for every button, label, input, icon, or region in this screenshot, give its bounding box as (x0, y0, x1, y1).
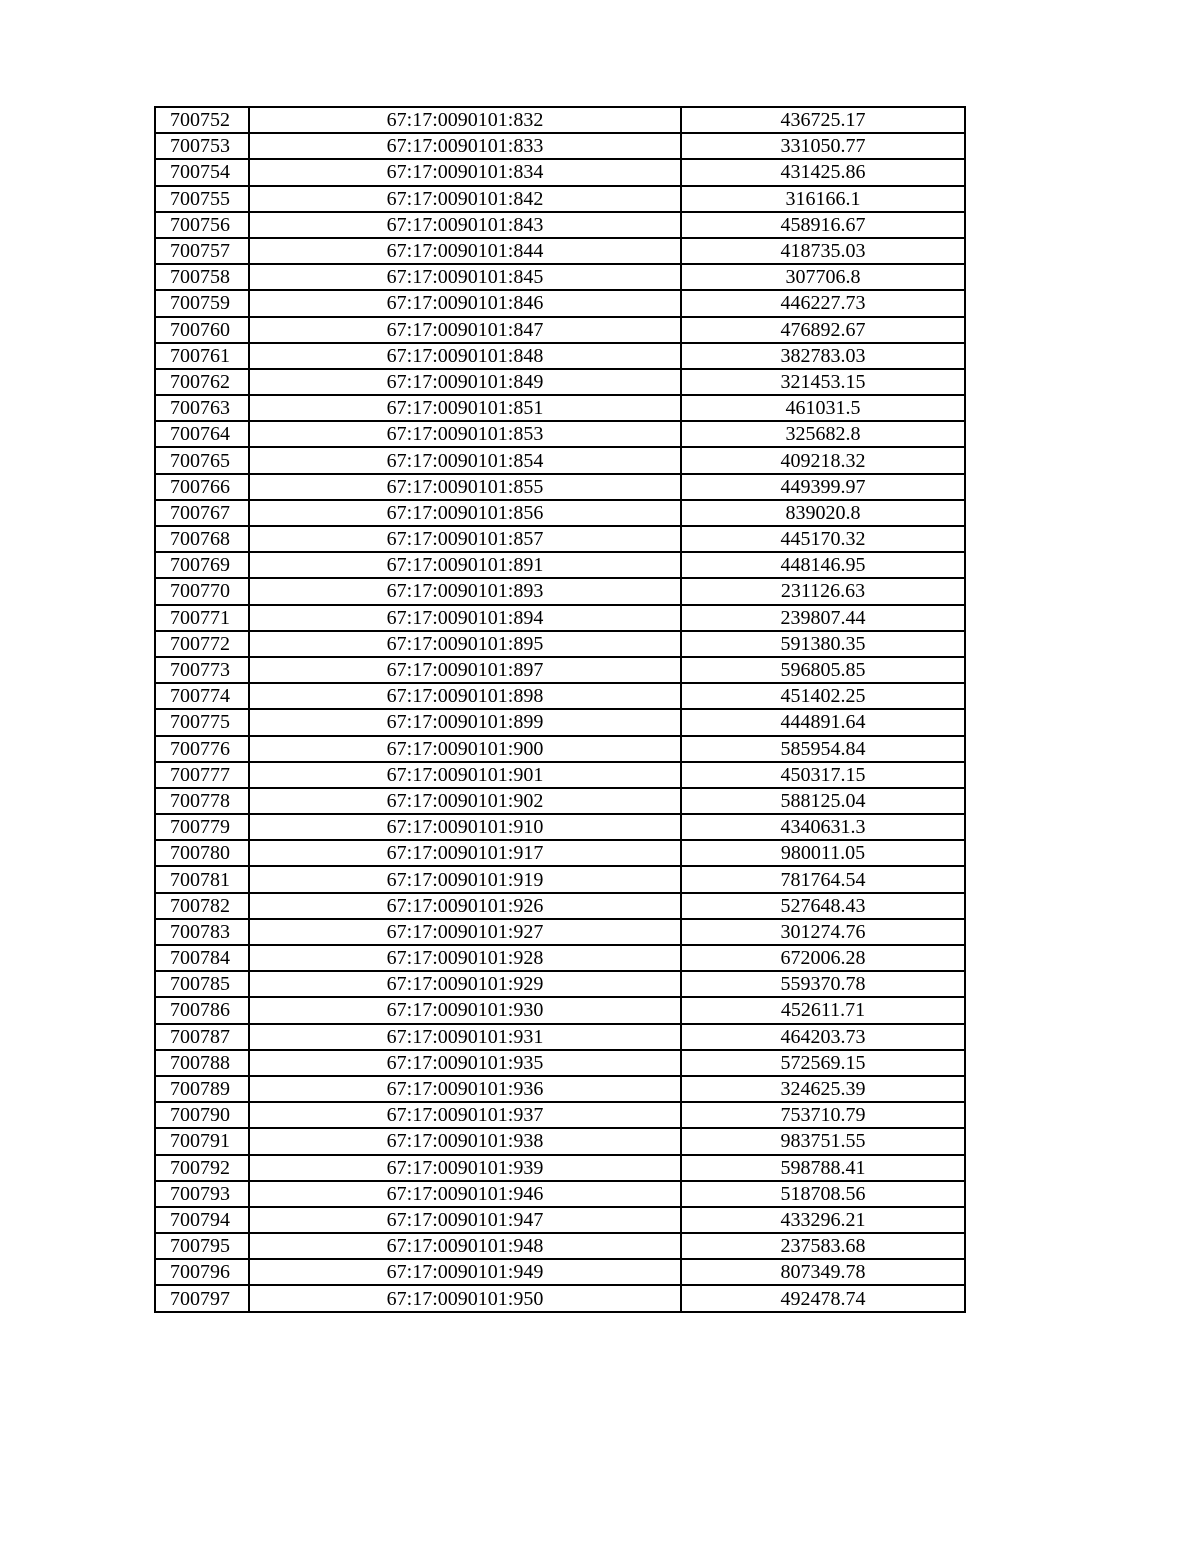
data-table (154, 106, 966, 1313)
cadastral-number-cell: 67:17:0090101:949 (249, 1259, 681, 1285)
cadastral-number-cell: 67:17:0090101:910 (249, 814, 681, 840)
cadastral-number-cell: 67:17:0090101:849 (249, 369, 681, 395)
row-id-cell: 700767 (155, 500, 249, 526)
value-cell: 239807.44 (681, 605, 965, 631)
table-row (155, 1102, 965, 1128)
cadastral-number-cell: 67:17:0090101:895 (249, 631, 681, 657)
cadastral-number-cell: 67:17:0090101:939 (249, 1155, 681, 1181)
table-row (155, 290, 965, 316)
value-cell: 980011.05 (681, 840, 965, 866)
cadastral-number-cell: 67:17:0090101:929 (249, 971, 681, 997)
table-row (155, 840, 965, 866)
row-id-cell: 700796 (155, 1259, 249, 1285)
cadastral-number-cell: 67:17:0090101:851 (249, 395, 681, 421)
cadastral-number-cell: 67:17:0090101:937 (249, 1102, 681, 1128)
table-row (155, 107, 965, 133)
value-cell: 324625.39 (681, 1076, 965, 1102)
value-cell: 418735.03 (681, 238, 965, 264)
cadastral-number-cell: 67:17:0090101:899 (249, 709, 681, 735)
table-row (155, 1233, 965, 1259)
row-id-cell: 700775 (155, 709, 249, 735)
cadastral-number-cell: 67:17:0090101:931 (249, 1024, 681, 1050)
cadastral-number-cell: 67:17:0090101:919 (249, 866, 681, 892)
row-id-cell: 700757 (155, 238, 249, 264)
table-row (155, 605, 965, 631)
table-row (155, 212, 965, 238)
cadastral-number-cell: 67:17:0090101:842 (249, 186, 681, 212)
cadastral-number-cell: 67:17:0090101:893 (249, 578, 681, 604)
cadastral-number-cell: 67:17:0090101:927 (249, 919, 681, 945)
value-cell: 591380.35 (681, 631, 965, 657)
cadastral-number-cell: 67:17:0090101:930 (249, 997, 681, 1023)
row-id-cell: 700766 (155, 474, 249, 500)
value-cell: 301274.76 (681, 919, 965, 945)
cadastral-number-cell: 67:17:0090101:917 (249, 840, 681, 866)
value-cell: 331050.77 (681, 133, 965, 159)
cadastral-number-cell: 67:17:0090101:936 (249, 1076, 681, 1102)
cadastral-number-cell: 67:17:0090101:855 (249, 474, 681, 500)
value-cell: 451402.25 (681, 683, 965, 709)
table-row (155, 500, 965, 526)
table-row (155, 159, 965, 185)
value-cell: 237583.68 (681, 1233, 965, 1259)
row-id-cell: 700769 (155, 552, 249, 578)
value-cell: 598788.41 (681, 1155, 965, 1181)
table-row (155, 866, 965, 892)
table-row (155, 631, 965, 657)
cadastral-number-cell: 67:17:0090101:856 (249, 500, 681, 526)
row-id-cell: 700782 (155, 893, 249, 919)
value-cell: 461031.5 (681, 395, 965, 421)
row-id-cell: 700779 (155, 814, 249, 840)
row-id-cell: 700791 (155, 1128, 249, 1154)
cadastral-number-cell: 67:17:0090101:833 (249, 133, 681, 159)
table-row (155, 264, 965, 290)
cadastral-number-cell: 67:17:0090101:938 (249, 1128, 681, 1154)
value-cell: 431425.86 (681, 159, 965, 185)
cadastral-number-cell: 67:17:0090101:898 (249, 683, 681, 709)
cadastral-number-cell: 67:17:0090101:834 (249, 159, 681, 185)
row-id-cell: 700773 (155, 657, 249, 683)
value-cell: 585954.84 (681, 736, 965, 762)
cadastral-number-cell: 67:17:0090101:832 (249, 107, 681, 133)
row-id-cell: 700781 (155, 866, 249, 892)
value-cell: 450317.15 (681, 762, 965, 788)
cadastral-number-cell: 67:17:0090101:900 (249, 736, 681, 762)
row-id-cell: 700764 (155, 421, 249, 447)
row-id-cell: 700793 (155, 1181, 249, 1207)
cadastral-number-cell: 67:17:0090101:847 (249, 317, 681, 343)
row-id-cell: 700776 (155, 736, 249, 762)
row-id-cell: 700760 (155, 317, 249, 343)
table-row (155, 683, 965, 709)
table-row (155, 421, 965, 447)
value-cell: 445170.32 (681, 526, 965, 552)
row-id-cell: 700762 (155, 369, 249, 395)
cadastral-number-cell: 67:17:0090101:948 (249, 1233, 681, 1259)
value-cell: 316166.1 (681, 186, 965, 212)
value-cell: 449399.97 (681, 474, 965, 500)
table-row (155, 709, 965, 735)
table-row (155, 788, 965, 814)
value-cell: 753710.79 (681, 1102, 965, 1128)
table-row (155, 1155, 965, 1181)
row-id-cell: 700778 (155, 788, 249, 814)
row-id-cell: 700752 (155, 107, 249, 133)
table-row (155, 919, 965, 945)
table-row (155, 133, 965, 159)
row-id-cell: 700753 (155, 133, 249, 159)
table-row (155, 1207, 965, 1233)
table-row (155, 997, 965, 1023)
value-cell: 518708.56 (681, 1181, 965, 1207)
row-id-cell: 700784 (155, 945, 249, 971)
row-id-cell: 700754 (155, 159, 249, 185)
row-id-cell: 700780 (155, 840, 249, 866)
row-id-cell: 700772 (155, 631, 249, 657)
table-row (155, 578, 965, 604)
row-id-cell: 700788 (155, 1050, 249, 1076)
table-row (155, 526, 965, 552)
table-row (155, 1050, 965, 1076)
cadastral-number-cell: 67:17:0090101:844 (249, 238, 681, 264)
table-row (155, 343, 965, 369)
cadastral-number-cell: 67:17:0090101:894 (249, 605, 681, 631)
table-row (155, 317, 965, 343)
table-row (155, 1076, 965, 1102)
table-row (155, 395, 965, 421)
row-id-cell: 700768 (155, 526, 249, 552)
table-row (155, 369, 965, 395)
row-id-cell: 700763 (155, 395, 249, 421)
table-row (155, 552, 965, 578)
cadastral-number-cell: 67:17:0090101:853 (249, 421, 681, 447)
row-id-cell: 700783 (155, 919, 249, 945)
cadastral-number-cell: 67:17:0090101:897 (249, 657, 681, 683)
cadastral-number-cell: 67:17:0090101:854 (249, 447, 681, 473)
value-cell: 527648.43 (681, 893, 965, 919)
cadastral-number-cell: 67:17:0090101:902 (249, 788, 681, 814)
cadastral-number-cell: 67:17:0090101:857 (249, 526, 681, 552)
value-cell: 409218.32 (681, 447, 965, 473)
value-cell: 436725.17 (681, 107, 965, 133)
row-id-cell: 700794 (155, 1207, 249, 1233)
row-id-cell: 700759 (155, 290, 249, 316)
row-id-cell: 700765 (155, 447, 249, 473)
value-cell: 596805.85 (681, 657, 965, 683)
table-row (155, 657, 965, 683)
value-cell: 559370.78 (681, 971, 965, 997)
table-row (155, 186, 965, 212)
cadastral-number-cell: 67:17:0090101:935 (249, 1050, 681, 1076)
cadastral-number-cell: 67:17:0090101:848 (249, 343, 681, 369)
value-cell: 231126.63 (681, 578, 965, 604)
value-cell: 588125.04 (681, 788, 965, 814)
table-row (155, 814, 965, 840)
row-id-cell: 700790 (155, 1102, 249, 1128)
cadastral-number-cell: 67:17:0090101:950 (249, 1285, 681, 1311)
table-row (155, 1128, 965, 1154)
row-id-cell: 700787 (155, 1024, 249, 1050)
row-id-cell: 700785 (155, 971, 249, 997)
cadastral-number-cell: 67:17:0090101:946 (249, 1181, 681, 1207)
table-row (155, 1285, 965, 1311)
table-row (155, 447, 965, 473)
value-cell: 672006.28 (681, 945, 965, 971)
value-cell: 839020.8 (681, 500, 965, 526)
value-cell: 448146.95 (681, 552, 965, 578)
table-row (155, 762, 965, 788)
value-cell: 446227.73 (681, 290, 965, 316)
table-body (155, 107, 965, 1312)
value-cell: 572569.15 (681, 1050, 965, 1076)
row-id-cell: 700789 (155, 1076, 249, 1102)
value-cell: 983751.55 (681, 1128, 965, 1154)
value-cell: 476892.67 (681, 317, 965, 343)
row-id-cell: 700774 (155, 683, 249, 709)
row-id-cell: 700777 (155, 762, 249, 788)
value-cell: 321453.15 (681, 369, 965, 395)
row-id-cell: 700792 (155, 1155, 249, 1181)
row-id-cell: 700795 (155, 1233, 249, 1259)
row-id-cell: 700758 (155, 264, 249, 290)
value-cell: 433296.21 (681, 1207, 965, 1233)
row-id-cell: 700770 (155, 578, 249, 604)
value-cell: 781764.54 (681, 866, 965, 892)
table-row (155, 945, 965, 971)
row-id-cell: 700756 (155, 212, 249, 238)
cadastral-number-cell: 67:17:0090101:891 (249, 552, 681, 578)
table-row (155, 736, 965, 762)
value-cell: 807349.78 (681, 1259, 965, 1285)
cadastral-number-cell: 67:17:0090101:845 (249, 264, 681, 290)
row-id-cell: 700797 (155, 1285, 249, 1311)
cadastral-number-cell: 67:17:0090101:846 (249, 290, 681, 316)
value-cell: 464203.73 (681, 1024, 965, 1050)
row-id-cell: 700761 (155, 343, 249, 369)
table-row (155, 1024, 965, 1050)
row-id-cell: 700771 (155, 605, 249, 631)
table-row (155, 474, 965, 500)
table-row (155, 238, 965, 264)
row-id-cell: 700755 (155, 186, 249, 212)
table-row (155, 1259, 965, 1285)
value-cell: 325682.8 (681, 421, 965, 447)
table-row (155, 971, 965, 997)
value-cell: 307706.8 (681, 264, 965, 290)
cadastral-number-cell: 67:17:0090101:843 (249, 212, 681, 238)
row-id-cell: 700786 (155, 997, 249, 1023)
value-cell: 4340631.3 (681, 814, 965, 840)
cadastral-number-cell: 67:17:0090101:928 (249, 945, 681, 971)
value-cell: 458916.67 (681, 212, 965, 238)
cadastral-number-cell: 67:17:0090101:926 (249, 893, 681, 919)
value-cell: 492478.74 (681, 1285, 965, 1311)
table-row (155, 1181, 965, 1207)
cadastral-number-cell: 67:17:0090101:947 (249, 1207, 681, 1233)
table-row (155, 893, 965, 919)
cadastral-number-cell: 67:17:0090101:901 (249, 762, 681, 788)
value-cell: 452611.71 (681, 997, 965, 1023)
value-cell: 382783.03 (681, 343, 965, 369)
value-cell: 444891.64 (681, 709, 965, 735)
